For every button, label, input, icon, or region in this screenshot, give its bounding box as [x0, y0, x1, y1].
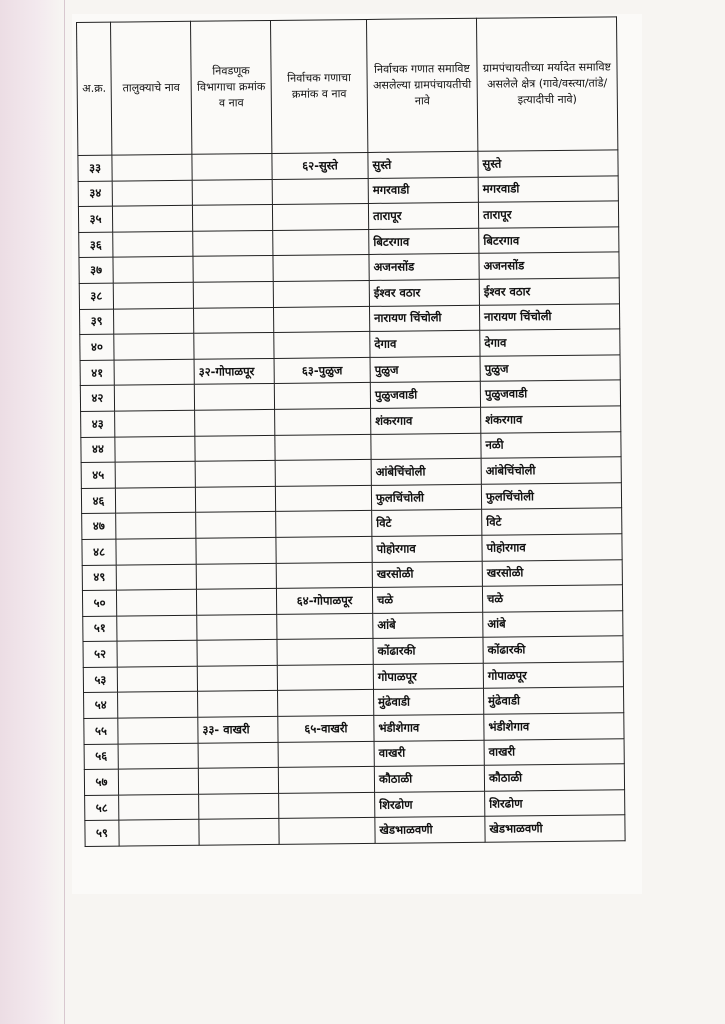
vibhag-cell [193, 281, 273, 307]
vibhag-cell [194, 384, 274, 410]
serial-cell: ५८ [85, 795, 119, 821]
taluka-cell [119, 820, 199, 846]
kshetra-cell: गोपाळपूर [483, 662, 623, 689]
serial-cell: ३९ [80, 309, 114, 335]
grampanchayat-cell: ईश्वर वठार [369, 279, 479, 306]
grampanchayat-cell: फुलचिंचोली [371, 484, 481, 511]
grampanchayat-cell: पुळुजवाडी [370, 382, 480, 409]
vibhag-cell [196, 563, 276, 589]
grampanchayat-cell: तारापूर [368, 202, 478, 229]
gan-cell [276, 562, 372, 589]
taluka-cell [113, 257, 193, 283]
grampanchayat-cell: वाखरी [374, 740, 484, 767]
grampanchayat-cell: मगरवाडी [368, 177, 478, 204]
taluka-cell [115, 410, 195, 436]
serial-cell: ४४ [81, 437, 115, 463]
header-taluka: तालुक्याचे नाव [111, 21, 192, 155]
grampanchayat-cell: नारायण चिंचोली [369, 305, 479, 332]
vibhag-cell [199, 819, 279, 845]
vibhag-cell: ३२-गोपाळपूर [194, 358, 274, 384]
gan-cell [272, 204, 368, 231]
gan-cell [274, 383, 370, 410]
table-row [85, 815, 625, 846]
taluka-cell [114, 359, 194, 385]
kshetra-cell: कौठाळी [484, 764, 624, 791]
gan-cell [279, 818, 375, 845]
vibhag-cell [197, 665, 277, 691]
taluka-cell [113, 282, 193, 308]
vibhag-cell [195, 409, 275, 435]
taluka-cell [114, 333, 194, 359]
gan-cell [273, 255, 369, 282]
vibhag-cell [193, 230, 273, 256]
taluka-cell [116, 513, 196, 539]
serial-cell: ४८ [82, 539, 116, 565]
serial-cell: ५० [82, 590, 116, 616]
kshetra-cell: शिरढोण [485, 790, 625, 817]
grampanchayat-cell: भंडीशेगाव [374, 714, 484, 741]
taluka-cell [112, 154, 192, 180]
taluka-cell [116, 538, 196, 564]
vibhag-cell [194, 333, 274, 359]
taluka-cell [115, 487, 195, 513]
kshetra-cell: तारापूर [478, 201, 618, 228]
serial-cell: ४२ [80, 385, 114, 411]
grampanchayat-cell: अजनसोंड [369, 254, 479, 281]
taluka-cell [117, 666, 197, 692]
gan-cell [276, 511, 372, 538]
grampanchayat-cell: चळे [372, 586, 482, 613]
gan-cell [273, 280, 369, 307]
taluka-cell [118, 743, 198, 769]
kshetra-cell: कोंढारकी [483, 636, 623, 663]
kshetra-cell: वाखरी [484, 738, 624, 765]
serial-cell: ५५ [84, 718, 118, 744]
gan-cell: ६४-गोपाळपूर [276, 588, 372, 615]
grampanchayat-cell: गोपाळपूर [373, 663, 483, 690]
vibhag-cell [197, 640, 277, 666]
taluka-cell [112, 180, 192, 206]
header-gan: निर्वाचक गणाचा क्रमांक व नाव [270, 19, 367, 153]
vibhag-cell [192, 205, 272, 231]
vibhag-cell [198, 691, 278, 717]
kshetra-cell: फुलचिंचोली [481, 483, 621, 510]
gan-cell [275, 408, 371, 435]
kshetra-cell: आंबेचिंचोली [481, 457, 621, 484]
serial-cell: ५६ [84, 744, 118, 770]
book-spine-shadow [0, 0, 62, 1024]
grampanchayat-cell: बिटरगाव [369, 228, 479, 255]
header-grampanchayat: निर्वाचक गणात समाविष्ट असलेल्या ग्रामपंचायतीची नावे [366, 18, 477, 152]
serial-cell: ३३ [78, 155, 112, 181]
kshetra-cell: पुळुज [480, 355, 620, 382]
grampanchayat-cell: मुंढेवाडी [374, 689, 484, 716]
serial-cell: ५७ [84, 769, 118, 795]
gan-cell [277, 639, 373, 666]
kshetra-cell: खेडभाळवणी [485, 815, 625, 842]
serial-cell: ३४ [78, 181, 112, 207]
taluka-cell [114, 385, 194, 411]
vibhag-cell [195, 461, 275, 487]
serial-cell: ४६ [81, 488, 115, 514]
taluka-cell [119, 794, 199, 820]
grampanchayat-cell: खेडभाळवणी [375, 817, 485, 844]
serial-cell: ५३ [83, 667, 117, 693]
kshetra-cell: ईश्वर वठार [479, 278, 619, 305]
kshetra-cell: बिटरगाव [479, 227, 619, 254]
vibhag-cell [196, 512, 276, 538]
kshetra-cell: पोहोरगाव [482, 534, 622, 561]
kshetra-cell: नळी [481, 431, 621, 458]
kshetra-cell: नारायण चिंचोली [479, 303, 619, 330]
taluka-cell [116, 589, 196, 615]
serial-cell: ३६ [79, 232, 113, 258]
kshetra-cell: भंडीशेगाव [484, 713, 624, 740]
gan-cell [274, 332, 370, 359]
header-kshetra: ग्रामपंचायतीच्या मर्यादेत समाविष्ट असलेले क्षेत्र (गावे/वस्त्या/तांडे/इत्यादीची नावे) [476, 17, 617, 151]
vibhag-cell [196, 589, 276, 615]
grampanchayat-cell: आंबेचिंचोली [371, 458, 481, 485]
taluka-cell [118, 692, 198, 718]
gan-cell [275, 434, 371, 461]
taluka-cell [112, 205, 192, 231]
kshetra-cell: अजनसोंड [479, 252, 619, 279]
grampanchayat-cell: सुस्ते [368, 151, 478, 178]
kshetra-cell: मुंढेवाडी [484, 687, 624, 714]
gan-cell [272, 178, 368, 205]
vibhag-cell [196, 537, 276, 563]
gan-cell: ६३-पुळुज [274, 357, 370, 384]
header-serial: अ.क्र. [77, 22, 112, 155]
gan-cell: ६५-वाखरी [278, 715, 374, 742]
serial-cell: ५१ [83, 616, 117, 642]
kshetra-cell: पुळुजवाडी [480, 380, 620, 407]
kshetra-cell: सुस्ते [478, 150, 618, 177]
serial-cell: ५४ [84, 693, 118, 719]
serial-cell: ३५ [78, 206, 112, 232]
kshetra-cell: मगरवाडी [478, 175, 618, 202]
vibhag-cell [192, 153, 272, 179]
kshetra-cell: खरसोळी [482, 559, 622, 586]
gan-cell [279, 792, 375, 819]
vibhag-cell [195, 435, 275, 461]
kshetra-cell: विटे [482, 508, 622, 535]
gan-cell [277, 664, 373, 691]
serial-cell: ३७ [79, 258, 113, 284]
serial-cell: ५९ [85, 821, 119, 847]
vibhag-cell [193, 307, 273, 333]
gan-cell [273, 229, 369, 256]
vibhag-cell: ३३- वाखरी [198, 716, 278, 742]
grampanchayat-cell: कोंढारकी [373, 638, 483, 665]
serial-cell: ४३ [81, 411, 115, 437]
taluka-cell [117, 641, 197, 667]
grampanchayat-cell: आंबे [373, 612, 483, 639]
grampanchayat-cell: विटे [372, 510, 482, 537]
taluka-cell [114, 308, 194, 334]
serial-cell: ४१ [80, 360, 114, 386]
grampanchayat-cell: पुळुज [370, 356, 480, 383]
gan-cell [277, 613, 373, 640]
gan-cell [275, 460, 371, 487]
page-edge [64, 0, 65, 1024]
grampanchayat-cell: खरसोळी [372, 561, 482, 588]
taluka-cell [113, 231, 193, 257]
taluka-cell [116, 564, 196, 590]
vibhag-cell [199, 793, 279, 819]
gan-cell [275, 485, 371, 512]
constituency-table [76, 16, 626, 847]
vibhag-cell [193, 256, 273, 282]
grampanchayat-cell: कौठाळी [374, 766, 484, 793]
grampanchayat-cell: शिरढोण [375, 791, 485, 818]
gan-cell [278, 690, 374, 717]
serial-cell: ५२ [83, 641, 117, 667]
vibhag-cell [197, 614, 277, 640]
kshetra-cell: आंबे [483, 610, 623, 637]
serial-cell: ४५ [81, 462, 115, 488]
serial-cell: ४७ [82, 513, 116, 539]
kshetra-cell: चळे [482, 585, 622, 612]
header-row [77, 17, 618, 156]
taluka-cell [115, 461, 195, 487]
taluka-cell [115, 436, 195, 462]
gan-cell [278, 741, 374, 768]
grampanchayat-cell: पोहोरगाव [372, 535, 482, 562]
vibhag-cell [198, 768, 278, 794]
taluka-cell [118, 769, 198, 795]
grampanchayat-cell: देगाव [370, 330, 480, 357]
grampanchayat-cell: शंकरगाव [371, 407, 481, 434]
kshetra-cell: देगाव [480, 329, 620, 356]
gan-cell [273, 306, 369, 333]
vibhag-cell [198, 742, 278, 768]
gan-cell [276, 536, 372, 563]
vibhag-cell [192, 179, 272, 205]
serial-cell: ३८ [79, 283, 113, 309]
gan-cell [278, 767, 374, 794]
header-vibhag: निवडणूक विभागाचा क्रमांक व नाव [190, 20, 271, 154]
kshetra-cell: शंकरगाव [481, 406, 621, 433]
serial-cell: ४० [80, 334, 114, 360]
taluka-cell [117, 615, 197, 641]
grampanchayat-cell [371, 433, 481, 460]
taluka-cell [118, 717, 198, 743]
vibhag-cell [195, 486, 275, 512]
gan-cell: ६२-सुस्ते [272, 152, 368, 179]
serial-cell: ४९ [82, 565, 116, 591]
